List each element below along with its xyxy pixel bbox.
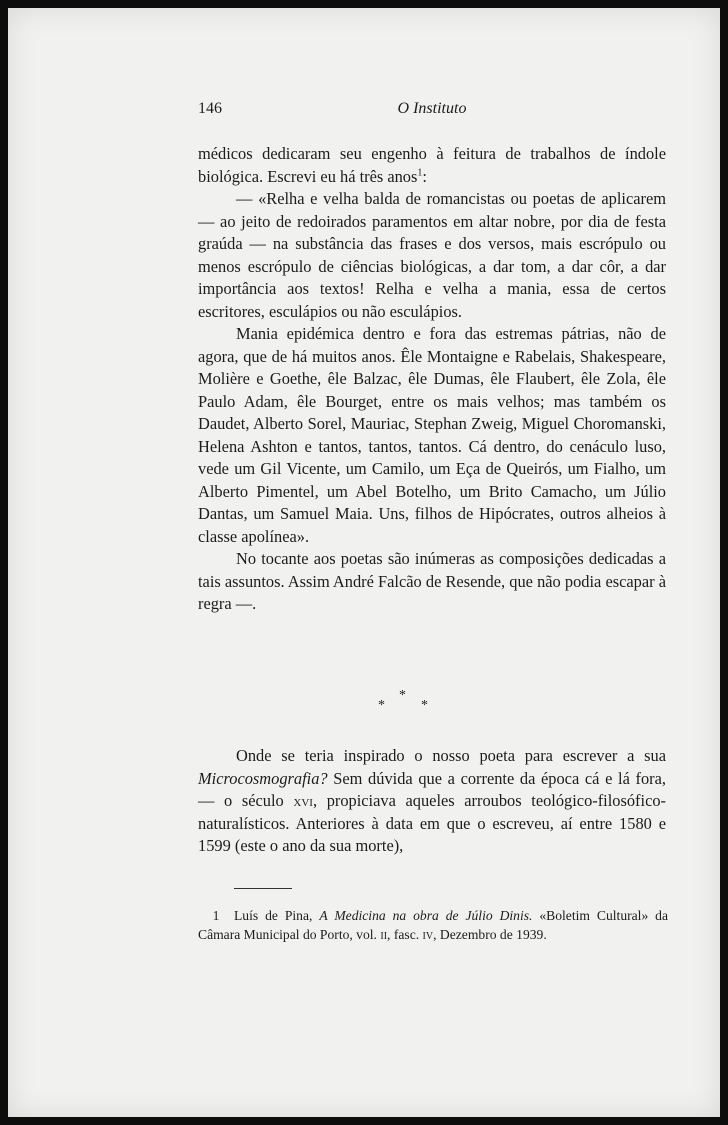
footnote-volume: ii <box>380 927 388 942</box>
footnote <box>198 906 668 944</box>
footnote-fascicle: iv <box>422 927 434 942</box>
century-numeral: xvi <box>293 791 313 810</box>
paragraph-text: Onde se teria inspirado o nosso poeta para escrever a sua <box>236 746 666 765</box>
paragraph-continuation <box>198 143 666 188</box>
page-number: 146 <box>198 100 222 117</box>
body-text-section-2 <box>198 745 666 858</box>
quoted-paragraph: — «Relha e velha balda de romancistas ou poetas de aplicarem — ao jeito de redoirados paramentos em altar nobre, por dia de festa graúda — na substância das frases e dos versos, mais escrópulo ou menos escrópulo de ciências biológicas, a dar tom, a dar côr, a dar importância aos textos! Relha e velha a mania, essa de certos escritores, esculápios ou não esculápios. <box>198 189 666 321</box>
asterism-star: * <box>399 688 406 703</box>
work-title: Microcosmografia? <box>198 768 328 788</box>
footnote-text: , Dezembro de 1939. <box>433 927 547 942</box>
footnote-work-title: A Medicina na obra de Júlio Dinis. <box>319 908 533 923</box>
paragraph <box>198 745 666 858</box>
paragraph: No tocante aos poetas são inúmeras as composições dedicadas a tais assuntos. Assim André Falcão de Resende, que não podia escapar à regra —. <box>198 549 666 613</box>
paragraph-text: Sem dúvida que a corrente da época cá e lá fora, — o século <box>198 768 666 810</box>
footnote-author: Luís de Pina, <box>234 908 313 923</box>
paragraph-punctuation: : <box>422 166 427 186</box>
asterism-separator <box>368 688 448 718</box>
footnote-rule <box>234 888 292 889</box>
asterism-star: * <box>378 698 385 713</box>
paragraph-text: , propiciava aqueles arroubos teológico-filosófico-naturalísticos. Anteriores à data em que o escreveu, aí entre 1580 e 1599 (este o ano da sua morte), <box>198 791 666 855</box>
footnote-reference: 1 <box>417 167 423 179</box>
footnote-text: «Boletim Cultural» da Câmara Municipal do Porto, vol. <box>198 908 668 942</box>
running-title: O Instituto <box>397 100 467 117</box>
asterism-star: * <box>421 698 428 713</box>
paragraph-text: médicos dedicaram seu engenho à feitura de trabalhos de índole biológica. Escrevi eu há três anos <box>198 144 666 186</box>
footnote-number: 1 <box>212 908 220 923</box>
body-text-section-1 <box>198 143 666 616</box>
book-page <box>8 8 720 1117</box>
quoted-paragraph: Mania epidémica dentro e fora das estremas pátrias, não de agora, que de há muitos anos. Êle Montaigne e Rabelais, Shakespeare, Molière e Goethe, êle Balzac, êle Dumas, êle Flaubert, êle Zola, êle Paulo Adam, êle Bourget, entre os mais velhos; mas também os Daudet, Alberto Sorel, Mauriac, Stephan Zweig, Miguel Choromanski, Helena Ashton e tantos, tantos, tantos. Cá dentro, do cenáculo luso, vede um Gil Vicente, um Camilo, um Eça de Queirós, um Fialho, um Alberto Pimentel, um Abel Botelho, um Brito Camacho, um Júlio Dantas, um Samuel Maia. Uns, filhos de Hipócrates, outros alheios à classe apolínea». <box>198 324 666 546</box>
footnote-text: , fasc. <box>387 927 420 942</box>
page-header <box>198 100 666 122</box>
